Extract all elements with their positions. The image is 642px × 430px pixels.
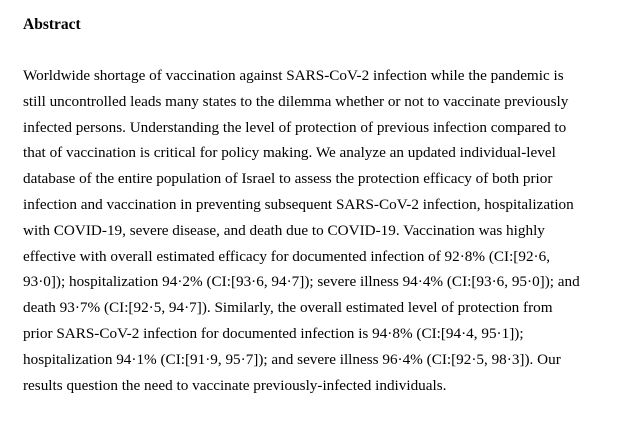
abstract-line: hospitalization 94·1% (CI:[91·9, 95·7]); and severe illness 96·4% (CI:[92·5, 98·3]). Our [23, 350, 561, 368]
abstract-line: that of vaccination is critical for policy making. We analyze an updated individual-level [23, 144, 556, 162]
abstract-heading: Abstract [23, 16, 81, 33]
abstract-line: results question the need to vaccinate previously-infected individuals. [23, 376, 447, 394]
abstract-line: effective with overall estimated efficacy for documented infection of 92·8% (CI:[92·6, [23, 247, 551, 265]
abstract-line: infected persons. Understanding the level of protection of previous infection compared to [23, 118, 567, 136]
abstract-line: Worldwide shortage of vaccination against SARS-CoV-2 infection while the pandemic is [23, 67, 564, 84]
abstract-paragraph [23, 63, 623, 398]
abstract-line: still uncontrolled leads many states to the dilemma whether or not to vaccinate previously [23, 92, 569, 110]
abstract-line: 93·0]); hospitalization 94·2% (CI:[93·6, 94·7]); severe illness 94·4% (CI:[93·6, 95·0]); and [23, 273, 580, 291]
abstract-line: infection and vaccination in preventing subsequent SARS-CoV-2 infection, hospitalization [23, 195, 574, 213]
abstract-line: prior SARS-CoV-2 infection for documented infection is 94·8% (CI:[94·4, 95·1]); [23, 324, 524, 342]
abstract-line: with COVID-19, severe disease, and death due to COVID-19. Vaccination was highly [23, 221, 545, 239]
abstract-line: death 93·7% (CI:[92·5, 94·7]). Similarly, the overall estimated level of protection from [23, 299, 553, 317]
abstract-line: database of the entire population of Israel to assess the protection efficacy of both prior [23, 170, 553, 188]
